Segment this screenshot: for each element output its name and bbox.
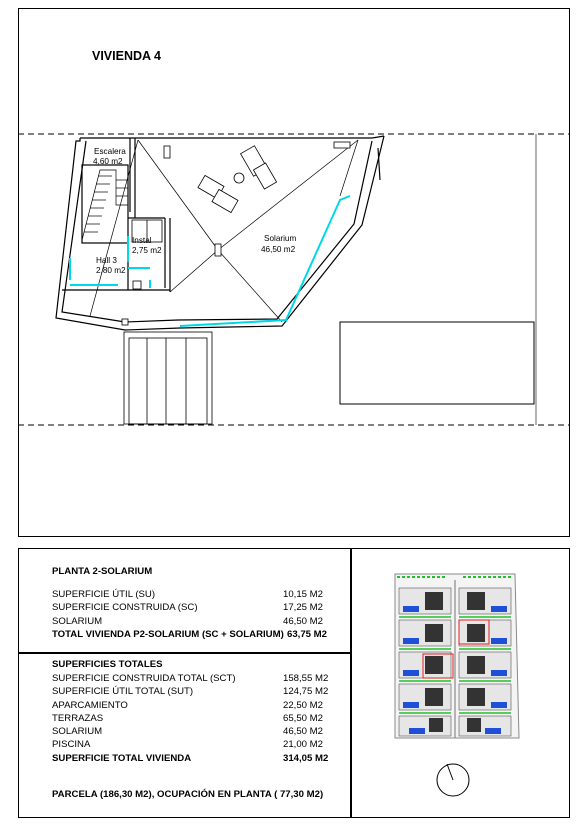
row-label: SUPERFICIE ÚTIL TOTAL (SUT) [52,686,194,698]
row-value: 65,50 M2 [283,712,324,724]
row-value: 10,15 M2 [283,589,324,600]
pool-outline [340,322,534,404]
planta-total-row [38,628,338,641]
room-escalera-name: Escalera [94,147,126,156]
row-value: 46,50 M2 [283,726,324,738]
row-value: 17,25 M2 [283,602,324,614]
row-label: SUPERFICIE TOTAL VIVIENDA [52,752,192,764]
planta-row [38,615,338,628]
row-value: 158,55 M2 [283,673,329,684]
row-label: SOLARIUM [52,726,103,738]
row-value: 314,05 M2 [283,752,329,764]
planta-row [38,588,338,601]
summary-divider-vertical [350,548,352,818]
plan-title: VIVIENDA 4 [92,49,162,63]
pergola [124,332,212,424]
row-label: PISCINA [52,739,91,751]
summary-divider-horizontal [18,652,351,654]
room-solarium-area: 46,50 m2 [261,245,296,254]
totales-header: SUPERFICIES TOTALES [52,659,163,670]
planta-row [38,601,338,614]
sun-loungers [198,146,277,213]
planta-table [38,588,338,641]
room-hall-area: 2,80 m2 [96,266,126,275]
room-instal-name: Instal [132,236,152,245]
staircase [82,170,128,240]
room-instal-area: 2,75 m2 [132,246,162,255]
totales-row [38,672,338,685]
row-label: SUPERFICIE CONSTRUIDA TOTAL (SCT) [52,673,236,684]
fixtures [122,142,350,325]
parcela-summary: PARCELA (186,30 M2), OCUPACIÓN EN PLANTA ( 77,30 M2) [52,789,324,800]
row-value: 46,50 M2 [283,615,324,627]
totales-table [38,672,338,765]
totales-total-row [38,752,338,765]
totales-row [38,738,338,751]
totales-row [38,712,338,725]
row-value: 63,75 M2 [287,628,328,640]
row-label: TERRAZAS [52,712,104,724]
totales-row [38,725,338,738]
planta-header: PLANTA 2-SOLARIUM [52,566,153,577]
row-value: 21,00 M2 [283,739,324,751]
row-label: SUPERFICIE ÚTIL (SU) [52,589,156,600]
roof-lines [90,140,358,322]
room-solarium-name: Solarium [264,234,297,243]
room-escalera-area: 4,60 m2 [93,157,123,166]
row-value: 22,50 M2 [283,699,324,711]
room-hall-name: Hall 3 [96,256,117,265]
totales-row [38,685,338,698]
totales-row [38,699,338,712]
row-label: SUPERFICIE CONSTRUIDA (SC) [52,602,198,614]
site-key-plan [385,570,535,800]
row-label: TOTAL VIVIENDA P2-SOLARIUM (SC + SOLARIUM) [52,628,284,640]
row-value: 124,75 M2 [283,686,329,698]
row-label: SOLARIUM [52,615,103,627]
row-label: APARCAMIENTO [52,699,128,711]
